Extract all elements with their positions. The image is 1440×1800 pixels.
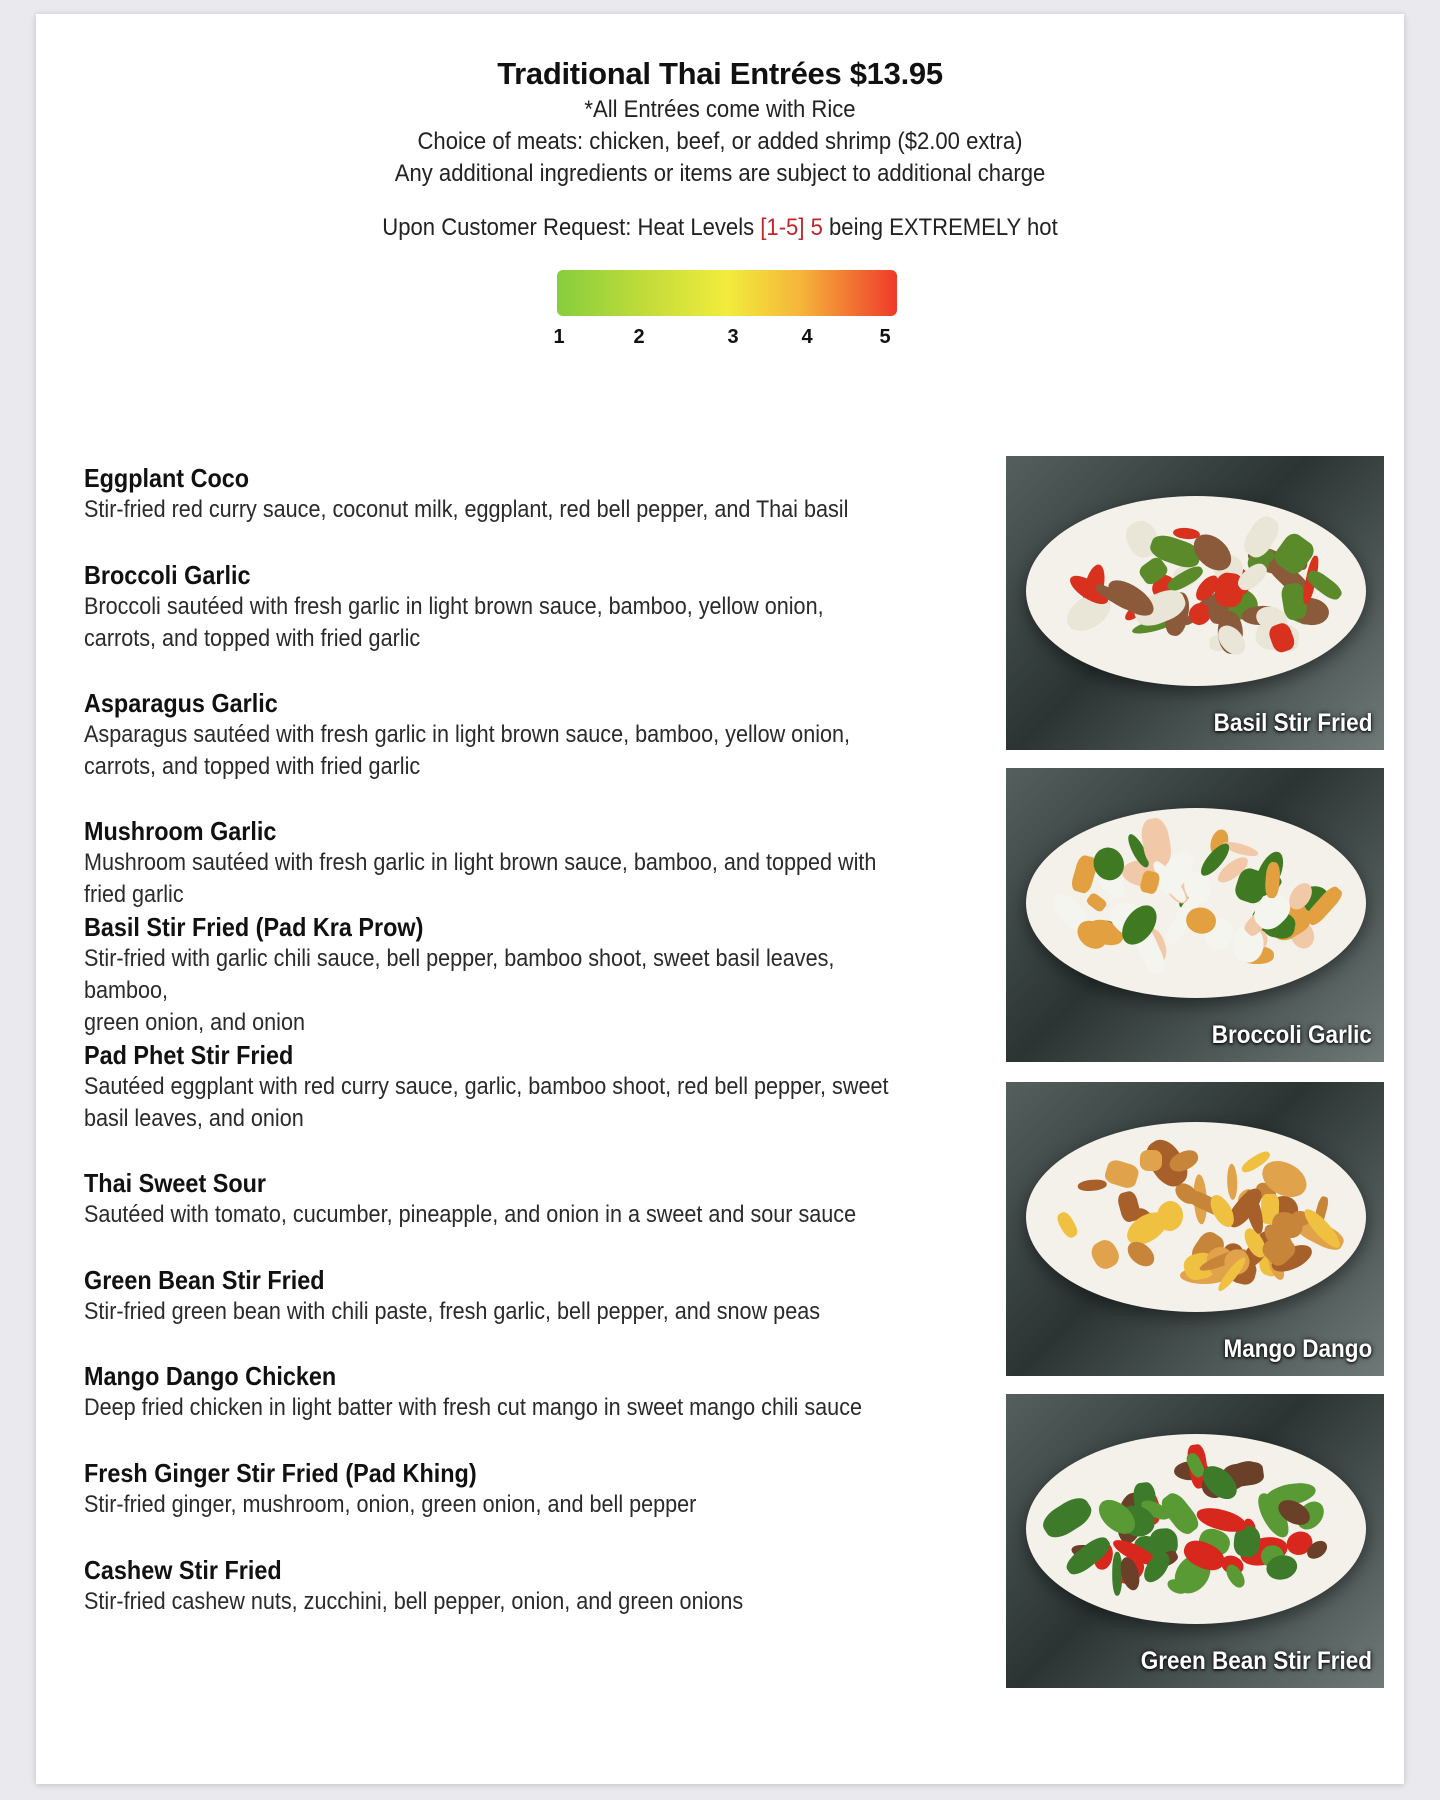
dish-photo-basil-stir-fried: [1006, 456, 1384, 750]
menu-page: [36, 14, 1404, 1784]
food-piece: [1055, 1210, 1080, 1240]
food-piece: [1084, 891, 1107, 913]
food-piece: [1140, 1150, 1162, 1171]
item-name: Broccoli Garlic: [84, 559, 251, 590]
heat-level-range: [1-5] 5: [760, 214, 823, 241]
item-description: Stir-fried green bean with chili paste, fresh garlic, bell pepper, and snow peas: [84, 1297, 821, 1325]
item-name: Green Bean Stir Fried: [84, 1264, 325, 1295]
item-name: Thai Sweet Sour: [84, 1168, 267, 1199]
heat-tick-5: 5: [879, 326, 891, 348]
item-name: Mushroom Garlic: [84, 815, 277, 846]
item-description: Mushroom sautéed with fresh garlic in light brown sauce, bamboo, and topped with fried garlic: [84, 848, 877, 908]
entree-list: [84, 462, 1004, 1650]
menu-item: [84, 1039, 1004, 1167]
item-name: Eggplant Coco: [84, 463, 250, 493]
photo-caption: Basil Stir Fried: [1213, 709, 1372, 737]
page-title: Traditional Thai Entrées $13.95: [497, 56, 943, 91]
menu-item: [84, 1457, 1004, 1554]
food-piece: [1103, 1158, 1140, 1190]
heat-gradient-bar: [557, 270, 897, 316]
menu-item: [84, 687, 1004, 815]
dish-photo-mango-dango: [1006, 1082, 1384, 1376]
food-piece: [1089, 844, 1129, 886]
food-piece: [1140, 870, 1161, 895]
photo-caption: Mango Dango: [1223, 1335, 1372, 1363]
plate-image: [1026, 1434, 1366, 1624]
item-name: Fresh Ginger Stir Fried (Pad Khing): [84, 1457, 477, 1488]
food-piece: [1223, 1562, 1248, 1590]
additional-charge-note: Any additional ingredients or items are subject to additional charge: [394, 160, 1046, 187]
dish-photo-green-bean-stir-fried: [1006, 1394, 1384, 1688]
item-name: Asparagus Garlic: [84, 687, 278, 718]
plate-image: [1026, 808, 1366, 998]
item-description: Sautéed eggplant with red curry sauce, garlic, bamboo shoot, red bell pepper, sweet basil leaves, and onion: [84, 1073, 889, 1133]
heat-level-prefix: Upon Customer Request: Heat Levels: [382, 214, 761, 241]
meat-choice-note: Choice of meats: chicken, beef, or added shrimp ($2.00 extra): [417, 128, 1023, 155]
food-piece: [1227, 1164, 1238, 1201]
item-name: Cashew Stir Fried: [84, 1554, 282, 1585]
menu-item: [84, 1360, 1004, 1457]
item-description: Stir-fried with garlic chili sauce, bell pepper, bamboo shoot, sweet basil leaves, bamboo, green onion, and onion: [84, 945, 835, 1037]
item-name: Pad Phet Stir Fried: [84, 1040, 294, 1071]
heat-tick-4: 4: [801, 326, 813, 348]
photo-caption: Green Bean Stir Fried: [1140, 1647, 1372, 1675]
item-description: Stir-fried red curry sauce, coconut milk, eggplant, red bell pepper, and Thai basil: [84, 496, 849, 523]
item-description: Sautéed with tomato, cucumber, pineapple, and onion in a sweet and sour sauce: [84, 1201, 857, 1229]
food-piece: [1123, 1237, 1159, 1271]
menu-header: [36, 54, 1404, 244]
menu-item: [84, 815, 1004, 912]
plate-image: [1026, 1122, 1366, 1312]
food-piece: [1077, 1179, 1107, 1192]
heat-scale: [553, 270, 897, 350]
item-name: Mango Dango Chicken: [84, 1361, 337, 1392]
rice-note: *All Entrées come with Rice: [584, 96, 856, 123]
item-description: Deep fried chicken in light batter with fresh cut mango in sweet mango chili sauce: [84, 1394, 863, 1422]
item-description: Broccoli sautéed with fresh garlic in light brown sauce, bamboo, yellow onion, carrots, and topped with fried garlic: [84, 592, 824, 652]
food-piece: [1087, 1237, 1123, 1274]
menu-item: [84, 1167, 1004, 1264]
heat-level-suffix: being EXTREMELY hot: [822, 214, 1058, 241]
food-piece: [1039, 1493, 1097, 1543]
plate-image: [1026, 496, 1366, 686]
heat-tick-1: 1: [553, 326, 565, 348]
menu-item: [84, 559, 1004, 687]
menu-item: [84, 462, 1004, 559]
heat-tick-3: 3: [727, 326, 739, 348]
menu-item: [84, 1554, 1004, 1651]
dish-photo-broccoli-garlic: [1006, 768, 1384, 1062]
item-description: Asparagus sautéed with fresh garlic in light brown sauce, bamboo, yellow onion, carrots, and topped with fried garlic: [84, 720, 851, 780]
heat-level-note: [91, 212, 1350, 244]
item-name: Basil Stir Fried (Pad Kra Prow): [84, 912, 424, 943]
menu-item: [84, 1264, 1004, 1361]
menu-item: [84, 911, 1004, 1039]
photo-caption: Broccoli Garlic: [1211, 1021, 1372, 1049]
item-description: Stir-fried cashew nuts, zucchini, bell pepper, onion, and green onions: [84, 1587, 744, 1615]
item-description: Stir-fried ginger, mushroom, onion, green onion, and bell pepper: [84, 1490, 697, 1518]
heat-tick-2: 2: [633, 326, 645, 348]
